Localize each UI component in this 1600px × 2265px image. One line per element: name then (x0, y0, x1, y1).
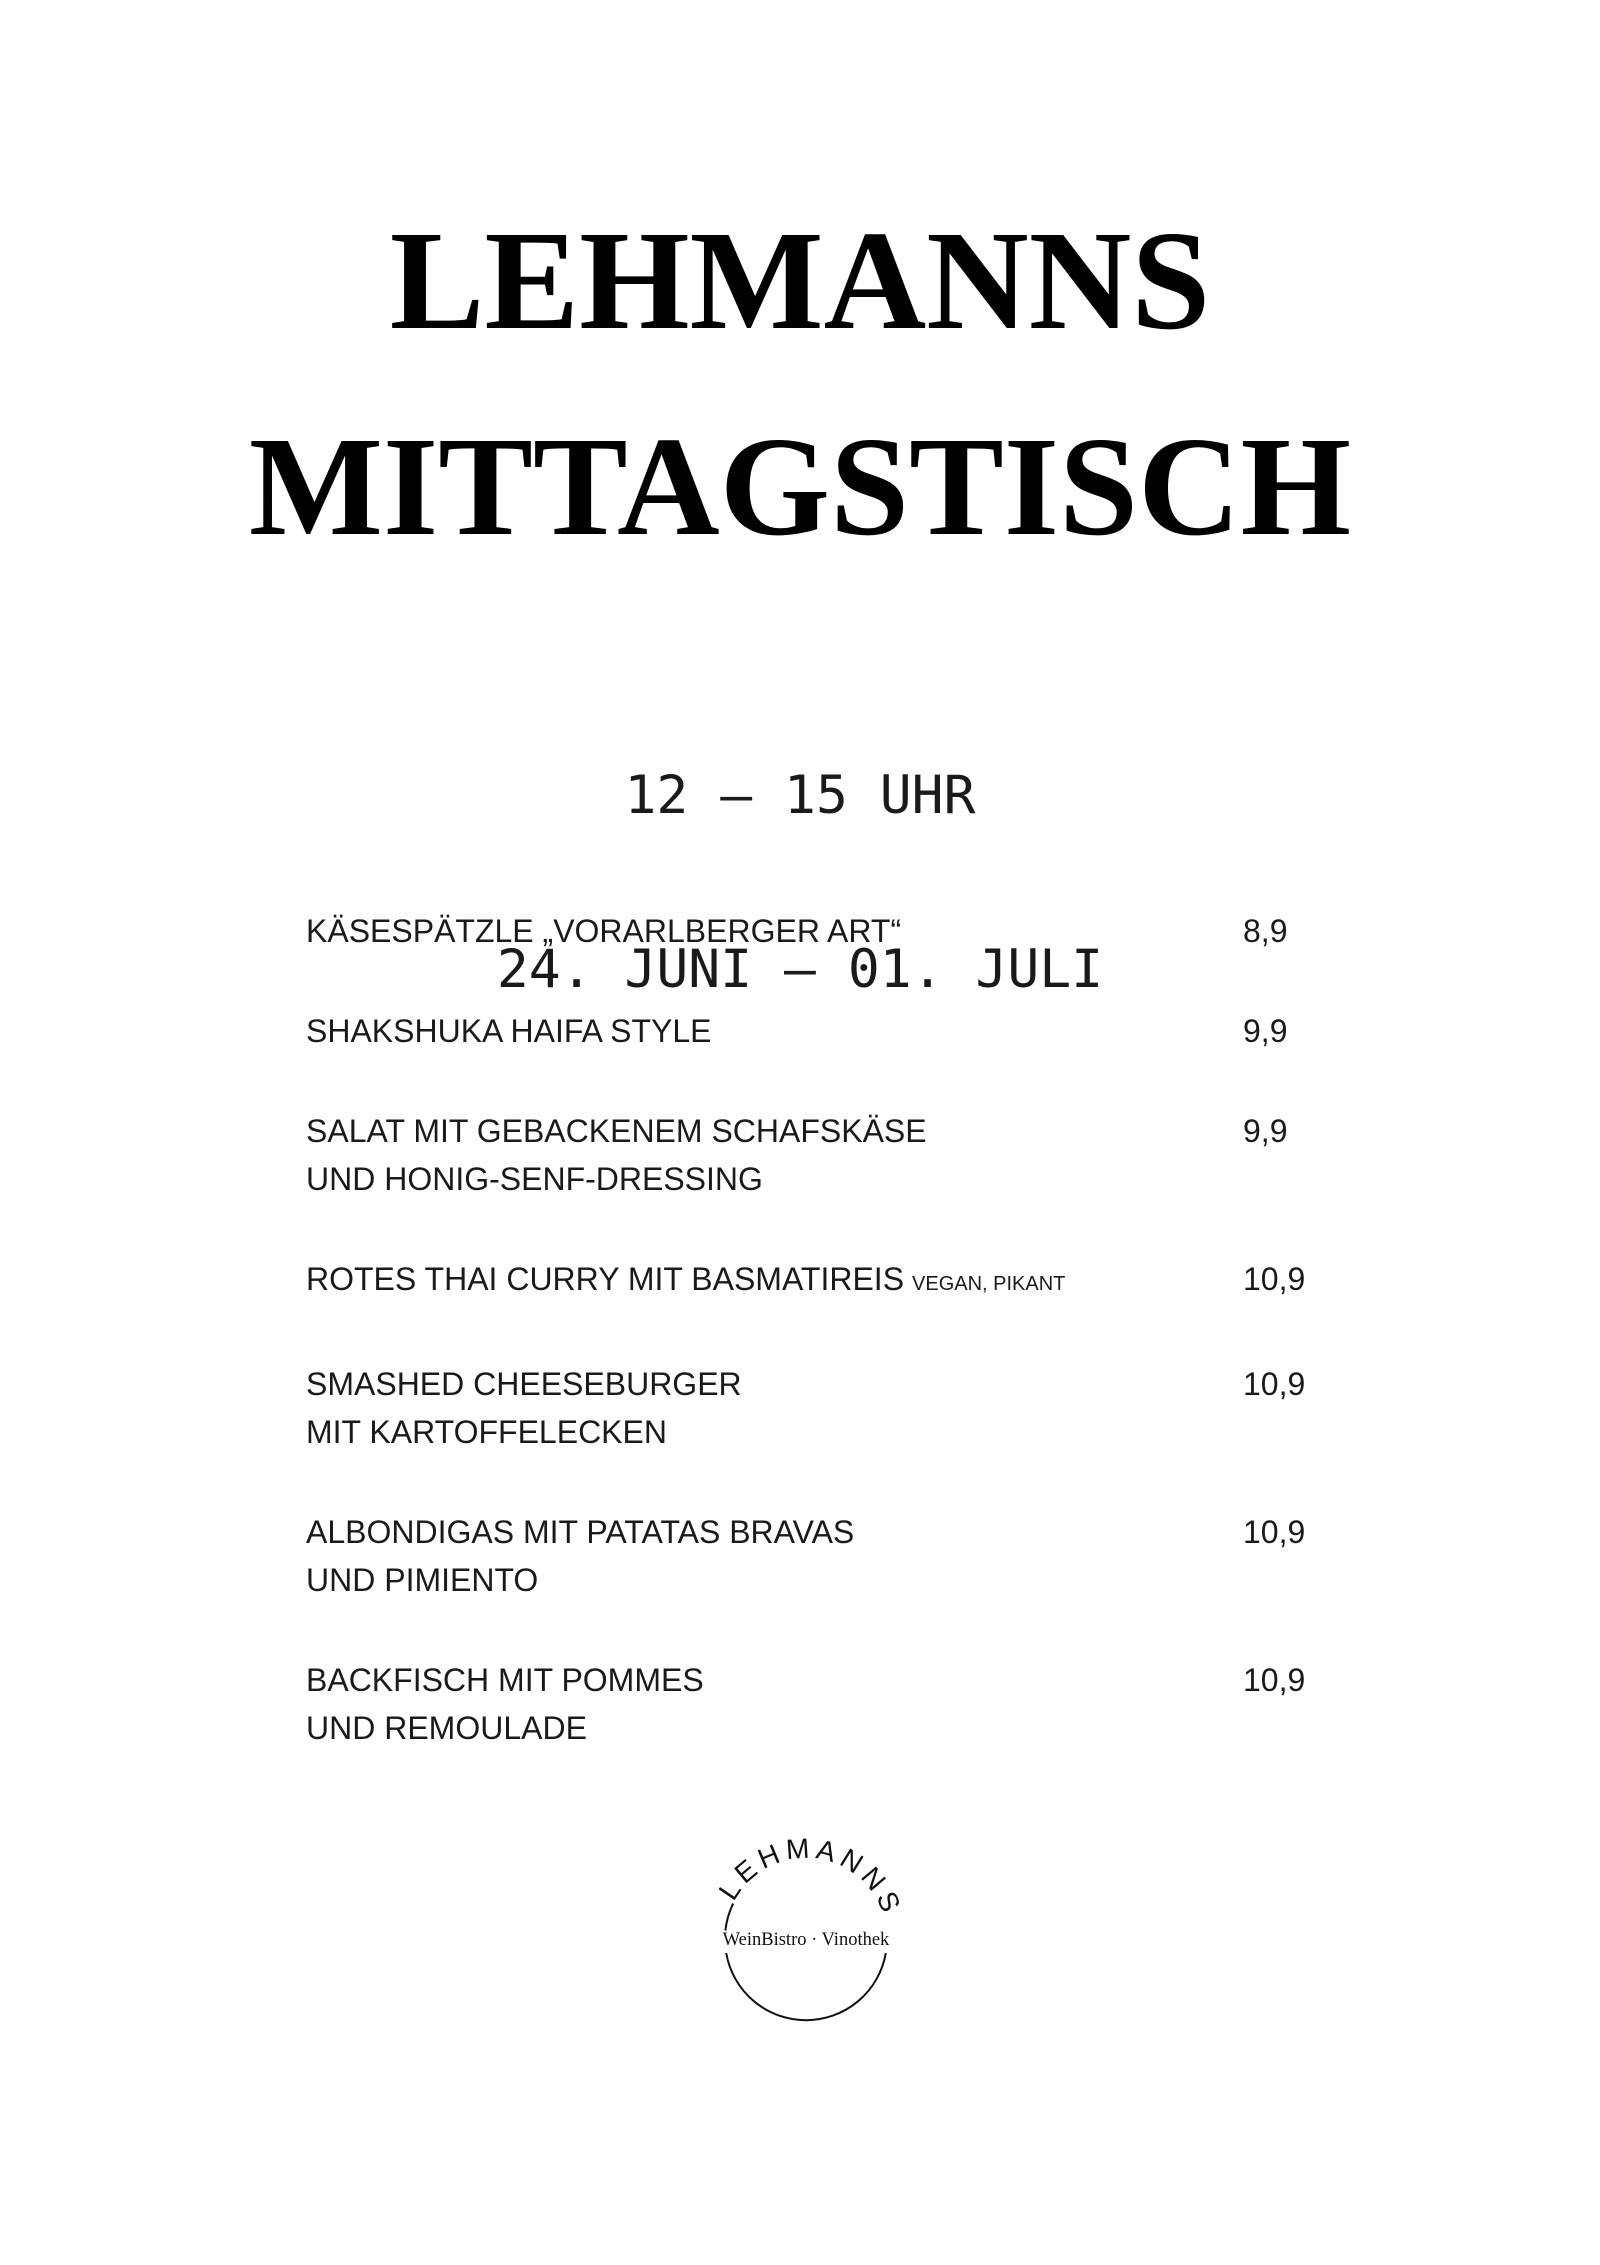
menu-item-name-line: UND PIMIENTO (306, 1562, 539, 1598)
opening-hours: 12 – 15 UHR (624, 765, 976, 826)
menu-item-name (306, 1007, 1226, 1055)
menu-item-name-line: SALAT MIT GEBACKENEM SCHAFSKÄSE (306, 1113, 927, 1149)
menu-item-price: 10,9 (1243, 1662, 1306, 1698)
menu-item-name-line: BACKFISCH MIT POMMES (306, 1662, 704, 1698)
logo-name-curved (713, 1832, 909, 1921)
menu-item-name-line: ALBONDIGAS MIT PATATAS BRAVAS (306, 1514, 855, 1550)
menu-item-name (306, 1508, 1226, 1604)
title-line-lunch-menu: MITTAGSTISCH (248, 407, 1352, 565)
date-range: 24. JUNI – 01. JULI (496, 939, 1104, 1000)
menu-item-name (306, 1255, 1226, 1308)
title-line-restaurant: LEHMANNS (389, 201, 1211, 359)
menu-item-name (306, 1360, 1226, 1456)
menu-item (306, 1255, 1406, 1308)
menu-item-price: 9,9 (1243, 1113, 1288, 1149)
menu-item-price: 10,9 (1243, 1366, 1306, 1402)
menu-item-name-line (306, 1255, 1226, 1308)
logo-circle-left-arc (725, 1904, 733, 1931)
menu-list (306, 907, 1406, 1804)
menu-item-price: 8,9 (1243, 913, 1288, 949)
menu-item (306, 907, 1406, 955)
menu-item-name-line: SMASHED CHEESEBURGER (306, 1366, 742, 1402)
logo-name-text: LEHMANNS (712, 1832, 909, 1921)
menu-item-name-line: UND REMOULADE (306, 1710, 587, 1746)
menu-item-name-line: SHAKSHUKA HAIFA STYLE (306, 1013, 712, 1049)
menu-item-name-line: MIT KARTOFFELECKEN (306, 1414, 667, 1450)
menu-item-name (306, 907, 1226, 955)
menu-item-name-line: UND HONIG-SENF-DRESSING (306, 1161, 763, 1197)
menu-item (306, 1007, 1406, 1055)
menu-item (306, 1360, 1406, 1456)
menu-item (306, 1508, 1406, 1604)
logo-tagline: WeinBistro · Vinothek (722, 1930, 890, 1950)
menu-item-price: 9,9 (1243, 1013, 1288, 1049)
menu-item-name (306, 1656, 1226, 1752)
logo-circle-bottom-arc (726, 1953, 886, 2020)
menu-item-price: 10,9 (1243, 1514, 1306, 1550)
menu-item-diet-note: VEGAN, PIKANT (912, 1273, 1066, 1295)
page-title (0, 177, 1600, 589)
menu-item-name (306, 1107, 1226, 1203)
menu-item-price: 10,9 (1243, 1261, 1306, 1297)
menu-item (306, 1656, 1406, 1752)
menu-item (306, 1107, 1406, 1203)
restaurant-logo (676, 1809, 936, 2069)
menu-item-name-line: KÄSESPÄTZLE „VORARLBERGER ART“ (306, 913, 902, 949)
menu-item-name-text: ROTES THAI CURRY MIT BASMATIREIS (306, 1261, 905, 1297)
